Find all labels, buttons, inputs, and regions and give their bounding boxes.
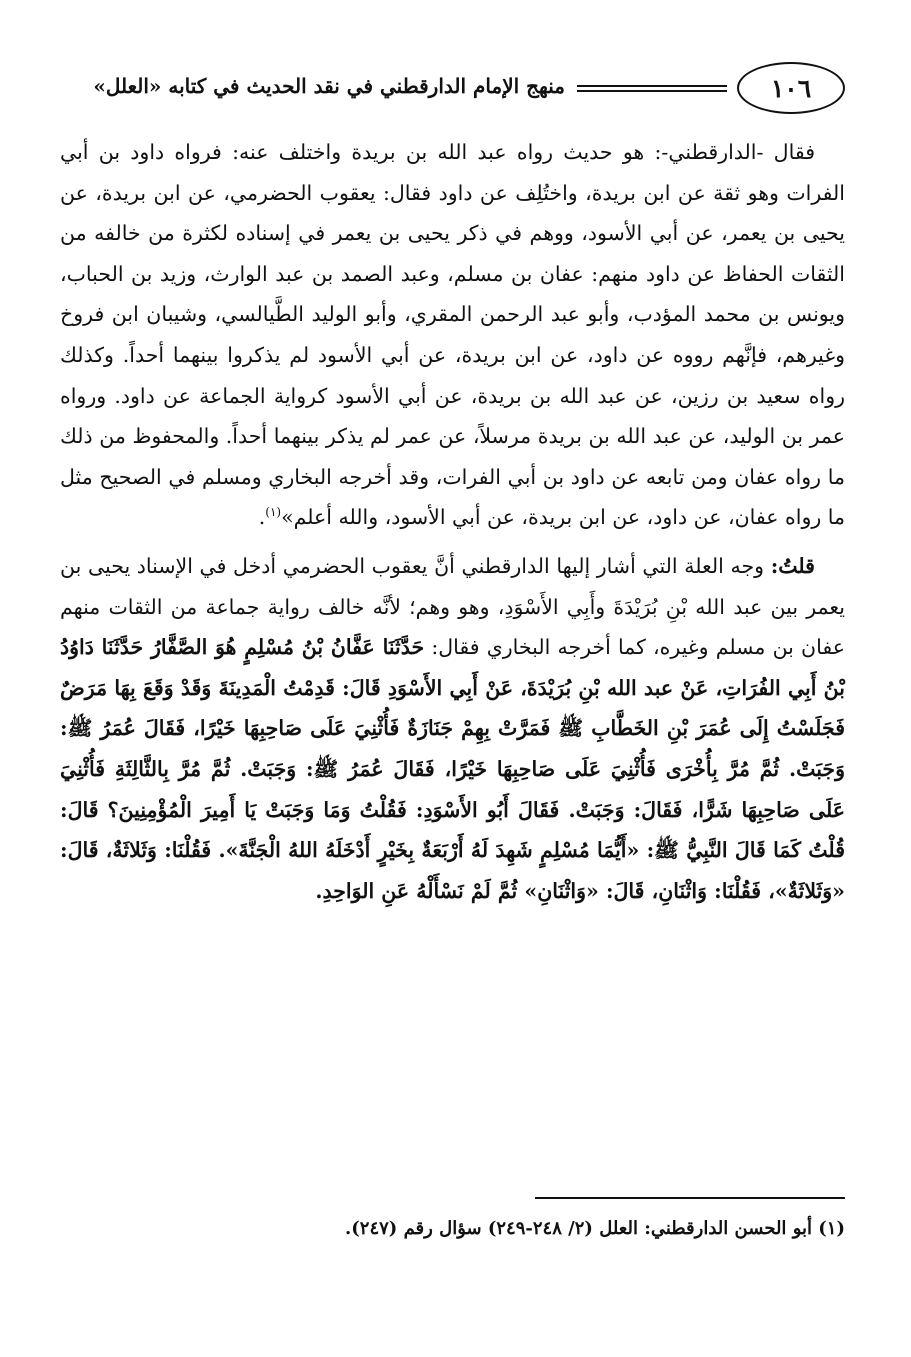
- page-number-badge: [737, 62, 845, 114]
- running-title: منهج الإمام الدارقطني في نقد الحديث في كتابه «العلل»: [93, 74, 565, 98]
- footnote-reference: (١): [265, 505, 282, 520]
- running-header: [60, 62, 845, 122]
- quote-paragraph: فقال -الدارقطني-: هو حديث رواه عبد الله بن بريدة واختلف عنه: فرواه داود بن أبي الفرات وهو ثقة عن ابن بريدة، واختُلِف عن داود فقال: يعقوب الحضرمي، عن ابن بريدة، عن يحيى بن يعمر، عن أبي الأسود، ووهم في ذكر يحيى بن يعمر في إسناده لكثرة من خالفه من الثقات الحفاظ عن داود منهم: عفان بن مسلم، وعبد الصمد بن عبد الوارث، وزيد بن الحباب، ويونس بن محمد المؤدب، وأبو عبد الرحمن المقري، وأبو الوليد الطَّيالسي، وشيبان ابن فروخ وغيرهم، فإنَّهم رووه عن داود، عن ابن بريدة، عن أبي الأسود لم يذكروا بينهما أحداً. وكذلك رواه سعيد بن رزين، عن عبد الله بن بريدة، عن أبي الأسود كرواية الجماعة عن داود. ورواه عمر بن الوليد، عن عبد الله بن بريدة مرسلاً، عن عمر لم يذكر بينهما أحداً. والمحفوظ من ذلك ما رواه عفان ومن تابعه عن داود بن أبي الفرات، وقد أخرجه البخاري ومسلم في الصحيح مثل ما رواه عفان، عن داود، عن ابن بريدة، عن أبي الأسود، والله أعلم»$^{(١)}$.: [60, 140, 845, 530]
- page-number: ١٠٦: [770, 73, 812, 103]
- comment-lead: قلتُ:: [770, 553, 815, 578]
- comment-paragraph: [60, 546, 845, 911]
- quote-text: فقال -الدارقطني-: هو حديث رواه عبد الله بن بريدة واختلف عنه: فرواه داود بن أبي الفرات وهو ثقة عن ابن بريدة، واختُلِف عن داود فقال: يعقوب الحضرمي، عن ابن بريدة، عن يحيى بن يعمر، عن أبي الأسود، ووهم في ذكر يحيى بن يعمر في إسناده لكثرة من خالفه من الثقات الحفاظ عن داود منهم: عفان بن مسلم، وعبد الصمد بن عبد الوارث، وزيد بن الحباب، ويونس بن محمد المؤدب، وأبو عبد الرحمن المقري، وأبو الوليد الطَّيالسي، وشيبان ابن فروخ وغيرهم، فإنَّهم رووه عن داود، عن ابن بريدة، عن أبي الأسود لم يذكروا بينهما أحداً. وكذلك رواه سعيد بن رزين، عن عبد الله بن بريدة، عن أبي الأسود كرواية الجماعة عن داود. ورواه عمر بن الوليد، عن عبد الله بن بريدة مرسلاً، عن عمر لم يذكر بينهما أحداً. والمحفوظ من ذلك ما رواه عفان ومن تابعه عن داود بن أبي الفرات، وقد أخرجه البخاري ومسلم في الصحيح مثل ما رواه عفان، عن داود، عن ابن بريدة، عن أبي الأسود، والله أعلم»: [60, 140, 845, 530]
- header-rule: [577, 85, 727, 95]
- main-text: [60, 132, 845, 911]
- comment-text: وجه العلة التي أشار إليها الدارقطني أنَّ يعقوب الحضرمي أدخل في الإسناد يحيى بن يعمر بين عبد الله بْنِ بُرَيْدَةَ وأَبِي الأَسْوَدِ، وهو وهم؛ لأنَّه خالف رواية جماعة من الثقات منهم عفان بن مسلم وغيره، كما أخرجه البخاري فقال:: [60, 553, 845, 660]
- hadith-text: حَدَّثَنَا عَفَّانُ بْنُ مُسْلِمٍ هُوَ الصَّفَّارُ حَدَّثَنَا دَاوُدُ بْنُ أَبِي الفُرَاتِ، عَنْ عبد الله بْنِ بُرَيْدَةَ، عَنْ أَبِي الأَسْوَدِ قَالَ: قَدِمْتُ الْمَدِينَةَ وَقَدْ وَقَعَ بِهَا مَرَضٌ فَجَلَسْتُ إِلَى عُمَرَ بْنِ الخَطَّابِ ﷺ فَمَرَّتْ بِهِمْ جَنَازَةٌ فَأُثْنِيَ عَلَى صَاحِبِهَا خَيْرًا، فَقَالَ عُمَرُ ﷺ: وَجَبَتْ. ثُمَّ مُرَّ بِأُخْرَى فَأُثْنِيَ عَلَى صَاحِبِهَا خَيْرًا، فَقَالَ عُمَرُ ﷺ: وَجَبَتْ. ثُمَّ مُرَّ بِالثَّالِثَةِ فَأُثْنِيَ عَلَى صَاحِبِهَا شَرًّا، فَقَالَ: وَجَبَتْ. فَقَالَ أَبُو الأَسْوَدِ: فَقُلْتُ وَمَا وَجَبَتْ يَا أَمِيرَ الْمُؤْمِنِينَ؟ قَالَ: قُلْتُ كَمَا قَالَ النَّبِيُّ ﷺ: «أَيُّمَا مُسْلِمٍ شَهِدَ لَهُ أَرْبَعَةٌ بِخَيْرٍ أَدْخَلَهُ اللهُ الْجَنَّةَ». فَقُلْنَا: وَثَلاثَةٌ، قَالَ: «وَثَلاثَةٌ»، فَقُلْنَا: وَاثْنَانِ، قَالَ: «وَاثْنَانِ» ثُمَّ لَمْ نَسْأَلْهُ عَنِ الوَاحِدِ.: [60, 635, 845, 903]
- footnote: (١) أبو الحسن الدارقطني: العلل (٢/ ٢٤٨-٢٤٩) سؤال رقم (٢٤٧).: [344, 1218, 845, 1239]
- footnote-separator: [535, 1197, 845, 1199]
